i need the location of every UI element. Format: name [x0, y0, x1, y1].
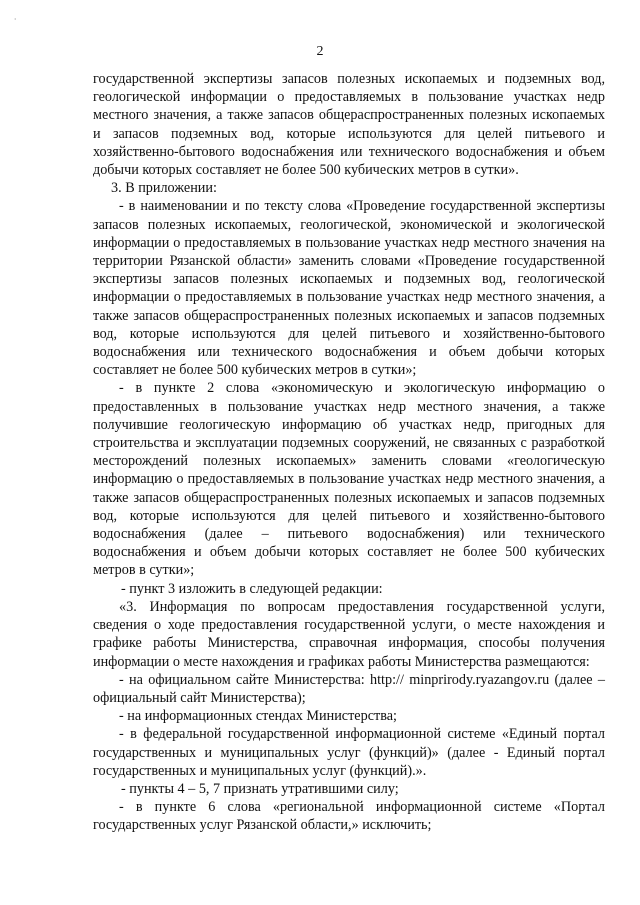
corner-mark: ⸱: [14, 14, 17, 24]
paragraph-points-lost-force: - пункты 4 – 5, 7 признать утратившими силу;: [121, 780, 399, 797]
paragraph-point-3-intro: - пункт 3 изложить в следующей редакции:: [121, 580, 383, 597]
paragraph-point-3-text: «3. Информация по вопросам предоставления государственной услуги, сведения о ходе предоставления государственной услуги, о месте нахождения и графике работы Министерства, справочная информация, способы получения информации о месте нахождения и графиках работы Министерства размещаются:: [93, 598, 605, 670]
page-number: 2: [316, 44, 324, 59]
paragraph-continuation: государственной экспертизы запасов полезных ископаемых и подземных вод, геологической информации о предоставляемых в пользование участках недр местного значения, а также запасов общераспространенных полезных ископаемых и запасов подземных вод, которые используются для целей питьевого и хозяйственно-бытового водоснабжения или технического водоснабжения и объем добычи которых составляет не более 500 кубических метров в сутки».: [93, 71, 605, 179]
paragraph-section-3: 3. В приложении:: [111, 180, 217, 197]
paragraph-point-6: - в пункте 6 слова «региональной информационной системе «Портал государственных услуг Рязанской области,» исключить;: [93, 799, 605, 834]
paragraph-point-2: - в пункте 2 слова «экономическую и экологическую информацию о предоставленных в пользование участках недр местного значения, а также получившие геологическую информацию об участках недр, пригодных для строительства и эксплуатации подземных сооружений, не связанных с разработкой месторождений полезных ископаемых» заменить словами «геологическую информацию о предоставляемых в пользование участках недр местного значения, а также запасов общераспространенных полезных ископаемых и запасов подземных вод, которые используются для целей питьевого и хозяйственно-бытового водоснабжения (далее – питьевого водоснабжения) или технического водоснабжения и объем добычи которых составляет не более 500 кубических метров в сутки»;: [93, 380, 605, 579]
paragraph-federal-portal: - в федеральной государственной информационной системе «Единый портал государственных и муниципальных услуг (функций)» (далее - Единый портал государственных и муниципальных услуг (функций).».: [93, 726, 605, 779]
document-body: [93, 70, 605, 835]
paragraph-info-stands: - на информационных стендах Министерства;: [119, 708, 397, 725]
paragraph-official-site: - на официальном сайте Министерства: http:// minprirody.ryazangov.ru (далее – официальный сайт Министерства);: [93, 671, 605, 706]
paragraph-name-replacement: - в наименовании и по тексту слова «Проведение государственной экспертизы запасов полезных ископаемых, геологической, экономической и экологической информации о предоставляемых в пользование участках недр местного значения на территории Рязанской области» заменить словами «Проведение государственной экспертизы запасов полезных ископаемых и подземных вод, геологической информации о предоставляемых в пользование участках недр местного значения, а также запасов общераспространенных полезных ископаемых и запасов подземных вод, которые используются для целей питьевого и хозяйственно-бытового водоснабжения или технического водоснабжения и объем добычи которых составляет не более 500 кубических метров в сутки»;: [93, 198, 605, 379]
